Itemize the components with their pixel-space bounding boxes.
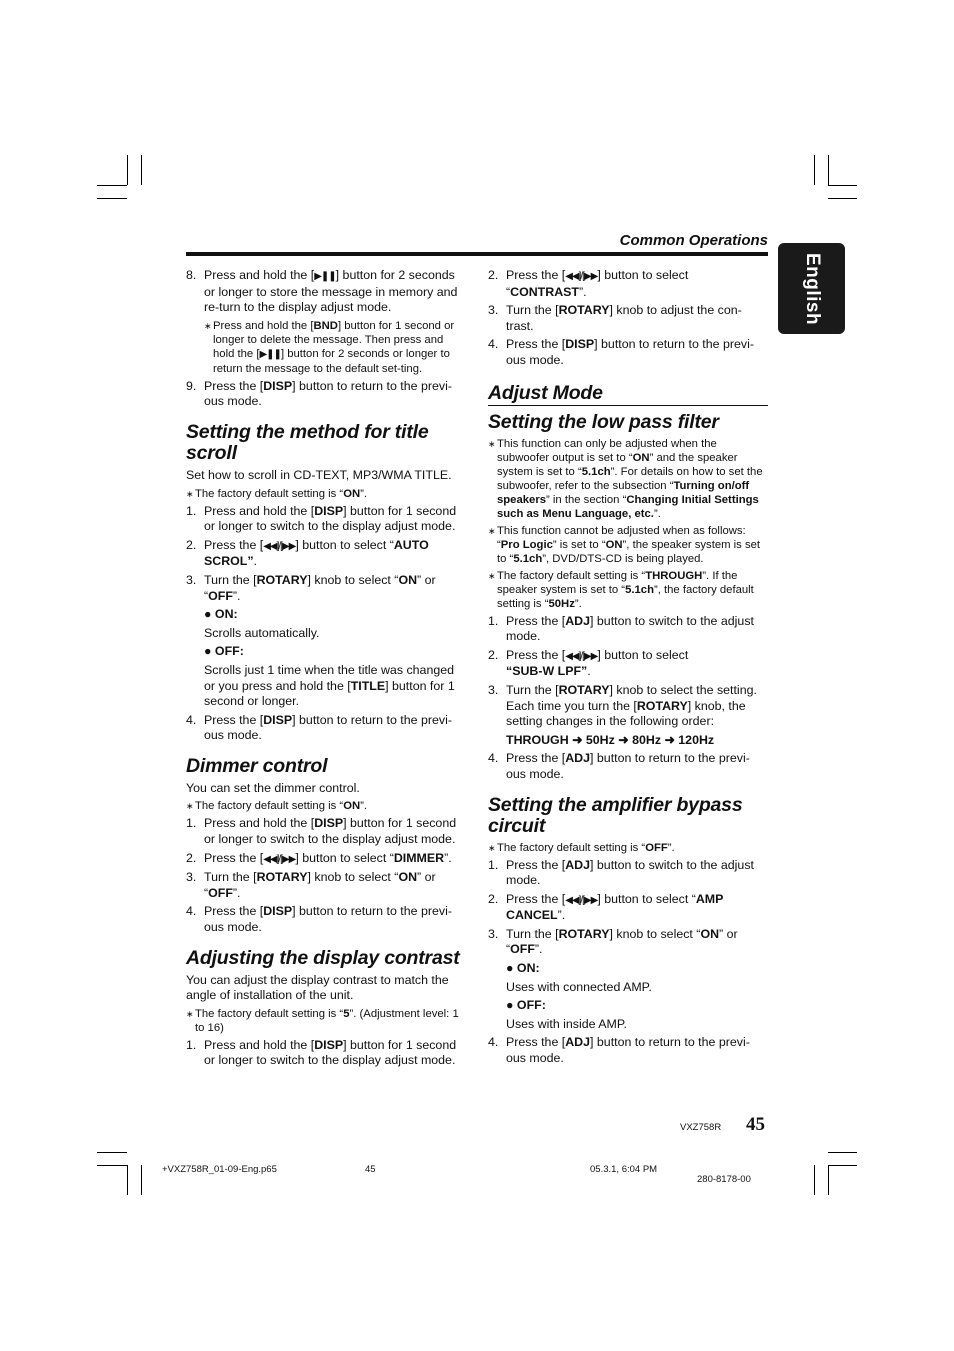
heading-adjust-mode: Adjust Mode: [488, 383, 768, 406]
heading-contrast: Adjusting the display contrast: [186, 946, 460, 969]
heading-amp-bypass: Setting the amplifier bypass circuit: [488, 793, 743, 837]
scroll-step-2: 2. Press the [◀◀]/[▶▶] button to select “AUTO SCROL”.: [186, 537, 429, 569]
step-8-note: ∗ Press and hold the [BND] button for 1 second or longer to delete the message. Then press and hold the [▶❚❚] button for 2 seconds or longer to return the message to the default set-ting.: [204, 319, 455, 375]
crop-mark: [97, 1165, 127, 1166]
skip-buttons-icon: ◀◀]/[▶▶: [263, 853, 296, 865]
crop-mark: [97, 185, 127, 186]
lpf-step-2: 2. Press the [◀◀]/[▶▶] button to select “SUB-W LPF”.: [488, 647, 689, 679]
language-tab-label: English: [801, 252, 823, 325]
contrast-intro: You can adjust the display contrast to match the angle of installation of the unit.: [186, 972, 449, 1003]
scroll-intro: Set how to scroll in CD-TEXT, MP3/WMA TITLE.: [186, 467, 452, 482]
dimmer-default-note: ∗ The factory default setting is “ON”.: [186, 800, 368, 813]
step-8: 8. Press and hold the [▶❚❚] button for 2 seconds or longer to store the message in memory and re-turn to the display adjust mode.: [186, 268, 458, 315]
model-label: VXZ758R: [680, 1122, 722, 1133]
contrast-step-2: 2. Press the [◀◀]/[▶▶] button to select “CONTRAST”.: [488, 268, 689, 299]
file-page: 45: [365, 1164, 376, 1175]
scroll-on-desc: Scrolls automatically.: [204, 625, 320, 640]
crop-mark: [828, 1165, 829, 1195]
amp-on-desc: Uses with connected AMP.: [506, 979, 652, 994]
crop-mark: [141, 155, 142, 185]
section-title: Common Operations: [619, 232, 768, 249]
page-number: 45: [746, 1114, 765, 1135]
amp-off-label: ● OFF:: [506, 998, 546, 1013]
crop-mark: [828, 185, 857, 186]
play-pause-icon: ▶❚❚: [259, 348, 281, 360]
right-column: [488, 268, 768, 1070]
lpf-step-4: 4. Press the [ADJ] button to return to the previ-ous mode.: [488, 751, 750, 781]
crop-mark: [814, 155, 815, 185]
heading-dimmer: Dimmer control: [186, 754, 328, 777]
heading-low-pass-filter: Setting the low pass filter: [488, 410, 719, 433]
lpf-step-3: 3. Turn the [ROTARY] knob to select the setting. Each time you turn the [ROTARY] knob, the setting changes in the following order:: [488, 682, 757, 729]
amp-on-label: ● ON:: [506, 961, 540, 976]
header-rule: [186, 252, 768, 256]
crop-mark: [127, 155, 128, 185]
left-column: [186, 268, 466, 1072]
amp-step-3: 3. Turn the [ROTARY] knob to select “ON” or “OFF”.: [488, 926, 738, 957]
dimmer-step-4: 4. Press the [DISP] button to return to the previ-ous mode.: [186, 904, 452, 935]
skip-buttons-icon: ◀◀]/[▶▶: [565, 650, 598, 662]
lpf-note-2: ∗ This function cannot be adjusted when as follows: “Pro Logic” is set to “ON”, the speaker system is set to “5.1ch”, DVD/DTS-CD is being played.: [488, 524, 761, 565]
amp-step-2: 2. Press the [◀◀]/[▶▶] button to select “AMP CANCEL”.: [488, 891, 724, 923]
scroll-default-note: ∗ The factory default setting is “ON”.: [186, 487, 368, 500]
contrast-step-4: 4. Press the [DISP] button to return to the previ-ous mode.: [488, 337, 754, 367]
crop-mark: [97, 198, 127, 199]
heading-title-scroll: Setting the method for title scroll: [186, 420, 429, 464]
step-9: 9. Press the [DISP] button to return to the previ-ous mode.: [186, 378, 452, 409]
part-number: 280-8178-00: [697, 1174, 751, 1185]
amp-default-note: ∗ The factory default setting is “OFF”.: [488, 841, 675, 854]
contrast-default-note: ∗ The factory default setting is “5”. (Adjustment level: 1 to 16): [186, 1007, 459, 1034]
lpf-note-1: ∗ This function can only be adjusted when the subwoofer output is set to “ON” and the speaker system is set to “5.1ch”. For details on how to set the subwoofer, refer to the subsection “Turning on/off speakers” in the section “Changing Initial Settings such as Menu Language, etc.”.: [488, 437, 763, 520]
skip-buttons-icon: ◀◀]/[▶▶: [565, 894, 598, 906]
play-pause-icon: ▶❚❚: [314, 271, 336, 282]
print-datetime: 05.3.1, 6:04 PM: [590, 1164, 658, 1175]
crop-mark: [828, 1165, 857, 1166]
crop-mark: [828, 1152, 857, 1153]
crop-mark: [814, 1165, 815, 1195]
amp-step-4: 4. Press the [ADJ] button to return to the previ-ous mode.: [488, 1035, 750, 1066]
language-tab: [778, 243, 845, 334]
scroll-step-3: 3. Turn the [ROTARY] knob to select “ON” or “OFF”.: [186, 572, 436, 603]
amp-step-1: 1. Press the [ADJ] button to switch to the adjust mode.: [488, 857, 754, 888]
lpf-sequence: THROUGH ➜ 50Hz ➜ 80Hz ➜ 120Hz: [506, 732, 715, 747]
dimmer-step-2: 2. Press the [◀◀]/[▶▶] button to select “DIMMER”.: [186, 850, 452, 865]
dimmer-intro: You can set the dimmer control.: [186, 780, 360, 795]
crop-mark: [828, 198, 857, 199]
dimmer-step-1: 1. Press and hold the [DISP] button for 1 second or longer to switch to the display adjust mode.: [186, 816, 457, 847]
amp-off-desc: Uses with inside AMP.: [506, 1016, 627, 1031]
crop-mark: [141, 1165, 142, 1195]
contrast-step-1: 1. Press and hold the [DISP] button for 1 second or longer to switch to the display adjust mode.: [186, 1037, 457, 1068]
dimmer-step-3: 3. Turn the [ROTARY] knob to select “ON” or “OFF”.: [186, 870, 436, 900]
lpf-note-3: ∗ The factory default setting is “THROUGH”. If the speaker system is set to “5.1ch”, the factory default setting is “50Hz”.: [488, 569, 754, 610]
crop-mark: [828, 155, 829, 185]
scroll-on-label: ● ON:: [204, 607, 238, 622]
skip-buttons-icon: ◀◀]/[▶▶: [263, 540, 296, 552]
file-name: +VXZ758R_01-09-Eng.p65: [162, 1164, 277, 1175]
scroll-off-label: ● OFF:: [204, 644, 244, 659]
contrast-step-3: 3. Turn the [ROTARY] knob to adjust the con-trast.: [488, 303, 742, 333]
lpf-step-1: 1. Press the [ADJ] button to switch to the adjust mode.: [488, 613, 754, 644]
scroll-off-desc: Scrolls just 1 time when the title was changed or you press and hold the [TITLE] button for 1 second or longer.: [204, 662, 455, 709]
crop-mark: [127, 1165, 128, 1195]
scroll-step-1: 1. Press and hold the [DISP] button for 1 second or longer to switch to the display adjust mode.: [186, 503, 457, 534]
skip-buttons-icon: ◀◀]/[▶▶: [565, 271, 598, 282]
scroll-step-4: 4. Press the [DISP] button to return to the previ-ous mode.: [186, 712, 452, 743]
crop-mark: [97, 1152, 127, 1153]
